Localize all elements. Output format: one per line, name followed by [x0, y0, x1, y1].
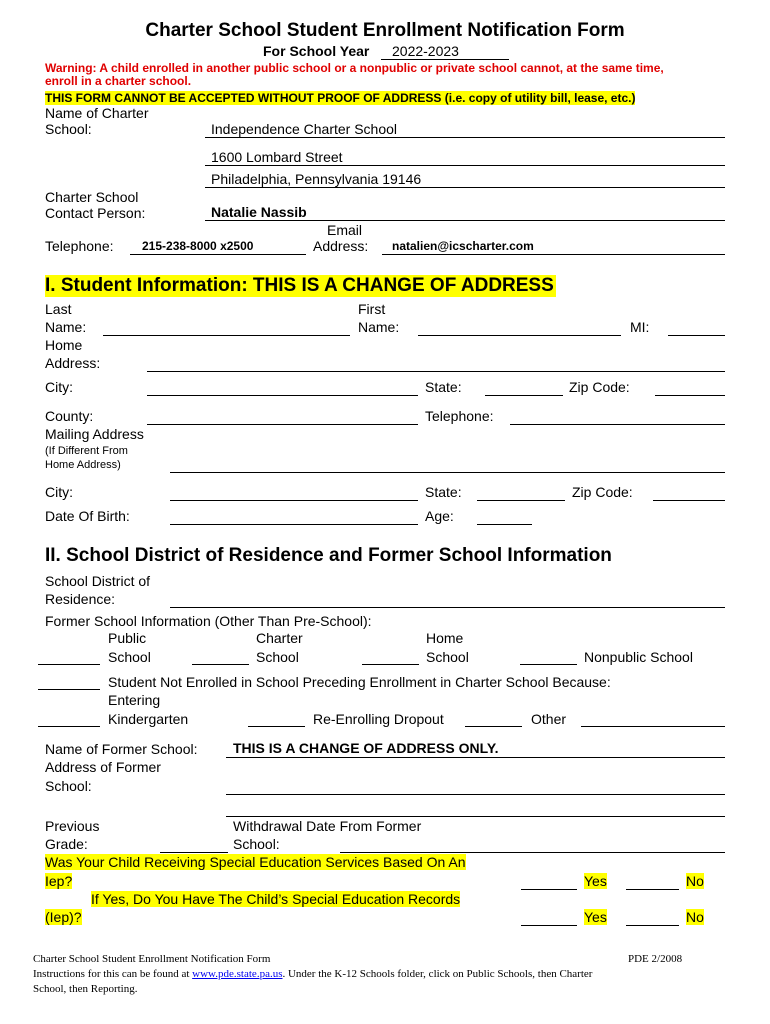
public-school-label-1: Public	[108, 630, 147, 646]
former-address-field-2[interactable]	[226, 816, 725, 817]
dob-field[interactable]	[170, 524, 418, 525]
zip-field[interactable]	[655, 395, 725, 396]
section-1-heading: I. Student Information: THIS IS A CHANGE OF ADDRESS	[45, 275, 554, 296]
former-address-label-1: Address of Former	[45, 759, 161, 775]
mailing-note-2: Home Address)	[45, 459, 121, 471]
reenrolling-checkbox[interactable]	[248, 726, 305, 727]
school-name-label-2: School:	[45, 121, 92, 137]
footer-instructions-pre: Instructions for this can be found at	[33, 968, 193, 980]
district-label-1: School District of	[45, 573, 151, 589]
former-school-name-value: THIS IS A CHANGE OF ADDRESS ONLY.	[233, 740, 499, 756]
zip2-field[interactable]	[653, 500, 725, 501]
withdrawal-label-2: School:	[233, 836, 280, 852]
home-address-field[interactable]	[147, 371, 725, 372]
other-label: Other	[531, 711, 567, 727]
district-field[interactable]	[170, 607, 725, 608]
school-year-label: For School Year	[263, 43, 370, 59]
contact-label-1: Charter School	[45, 189, 139, 205]
previous-grade-field[interactable]	[160, 852, 228, 853]
nonpublic-school-checkbox[interactable]	[520, 664, 577, 665]
sped-question-2: Iep?	[45, 873, 73, 889]
charter-school-label-2: School	[256, 649, 299, 665]
pde-website-link[interactable]: www.pde.state.pa.us	[192, 968, 283, 980]
first-name-label-2: Name:	[358, 319, 400, 335]
dob-label: Date Of Birth:	[45, 508, 130, 524]
school-address-2: Philadelphia, Pennsylvania 19146	[211, 171, 422, 187]
county-label: County:	[45, 408, 94, 424]
withdrawal-label-1: Withdrawal Date From Former	[233, 818, 422, 834]
age-field[interactable]	[477, 524, 532, 525]
records-yes-checkbox[interactable]	[521, 925, 577, 926]
telephone-value: 215-238-8000 x2500	[142, 239, 254, 253]
mi-label: MI:	[630, 319, 650, 335]
contact-label-2: Contact Person:	[45, 205, 146, 221]
last-name-field[interactable]	[103, 335, 350, 336]
mi-field[interactable]	[668, 335, 725, 336]
entering-label-1: Entering	[108, 692, 161, 708]
city2-label: City:	[45, 484, 73, 500]
warning-line-1: Warning: A child enrolled in another public school or a nonpublic or private school cannot, at the same time,	[45, 61, 664, 75]
sped-no-checkbox[interactable]	[626, 889, 679, 890]
home-school-label-1: Home	[426, 630, 464, 646]
last-name-label-1: Last	[45, 301, 72, 317]
charter-school-checkbox[interactable]	[192, 664, 249, 665]
section-2-heading: II. School District of Residence and Former School Information	[45, 545, 612, 566]
records-no-checkbox[interactable]	[626, 925, 679, 926]
kindergarten-checkbox[interactable]	[38, 726, 100, 727]
other-field[interactable]	[581, 726, 725, 727]
former-address-field-1[interactable]	[226, 794, 725, 795]
records-question-1: If Yes, Do You Have The Child’s Special Education Records	[91, 891, 461, 907]
sped-question-1: Was Your Child Receiving Special Education Services Based On An	[45, 854, 466, 870]
home-address-label-1: Home	[45, 337, 83, 353]
withdrawal-date-field[interactable]	[340, 852, 725, 853]
former-info-label: Former School Information (Other Than Pre-School):	[45, 613, 372, 629]
not-enrolled-label: Student Not Enrolled in School Preceding Enrollment in Charter School Because:	[108, 674, 611, 690]
email-label-1: Email	[327, 222, 363, 238]
contact-value: Natalie Nassib	[211, 204, 307, 220]
mailing-address-field[interactable]	[170, 472, 725, 473]
email-line	[382, 254, 725, 255]
telephone-label: Telephone:	[45, 238, 114, 254]
form-title: Charter School Student Enrollment Notification Form	[145, 20, 625, 41]
city-label: City:	[45, 379, 73, 395]
state2-label: State:	[425, 484, 462, 500]
public-school-checkbox[interactable]	[38, 664, 100, 665]
contact-line	[205, 220, 725, 221]
age-label: Age:	[425, 508, 454, 524]
county-field[interactable]	[147, 424, 418, 425]
not-enrolled-checkbox[interactable]	[38, 689, 100, 690]
previous-grade-label-2: Grade:	[45, 836, 88, 852]
records-no-label: No	[686, 909, 704, 925]
former-address-label-2: School:	[45, 778, 92, 794]
city2-field[interactable]	[170, 500, 418, 501]
former-school-name-label: Name of Former School:	[45, 741, 198, 757]
first-name-field[interactable]	[418, 335, 621, 336]
reenrolling-label: Re-Enrolling Dropout	[313, 711, 444, 727]
school-name-value: Independence Charter School	[211, 121, 398, 137]
public-school-label-2: School	[108, 649, 151, 665]
city-field[interactable]	[147, 395, 418, 396]
school-name-line	[205, 137, 725, 138]
school-address-2-line	[205, 187, 725, 188]
state2-field[interactable]	[477, 500, 565, 501]
footer-instructions-line-2: School, then Reporting.	[33, 983, 138, 995]
mailing-address-label: Mailing Address	[45, 426, 144, 442]
telephone-line	[130, 254, 306, 255]
student-telephone-field[interactable]	[510, 424, 725, 425]
entering-label-2: Kindergarten	[108, 711, 189, 727]
other-checkbox[interactable]	[465, 726, 522, 727]
footer-instructions-post: . Under the K-12 Schools folder, click on Public Schools, then Charter	[282, 968, 593, 980]
state-field[interactable]	[485, 395, 563, 396]
zip2-label: Zip Code:	[572, 484, 633, 500]
school-year-line	[381, 59, 509, 60]
footer-instructions	[33, 968, 592, 980]
nonpublic-school-label: Nonpublic School	[584, 649, 693, 665]
first-name-label-1: First	[358, 301, 386, 317]
charter-school-label-1: Charter	[256, 630, 303, 646]
footer-form-code: PDE 2/2008	[628, 953, 683, 965]
student-telephone-label: Telephone:	[425, 408, 494, 424]
proof-notice: THIS FORM CANNOT BE ACCEPTED WITHOUT PROOF OF ADDRESS (i.e. copy of utility bill, lease, etc.)	[45, 91, 636, 105]
sped-no-label: No	[686, 873, 704, 889]
warning-line-2: enroll in a charter school.	[45, 74, 192, 88]
home-school-checkbox[interactable]	[362, 664, 419, 665]
sped-yes-checkbox[interactable]	[521, 889, 577, 890]
zip-label: Zip Code:	[569, 379, 630, 395]
home-school-label-2: School	[426, 649, 469, 665]
school-year-value: 2022-2023	[392, 43, 459, 59]
email-label-2: Address:	[313, 238, 369, 254]
school-address-1: 1600 Lombard Street	[211, 149, 343, 165]
footer-form-name: Charter School Student Enrollment Notification Form	[33, 953, 271, 965]
records-question-2: (Iep)?	[45, 909, 82, 925]
sped-yes-label: Yes	[584, 873, 607, 889]
school-address-1-line	[205, 165, 725, 166]
school-name-label-1: Name of Charter	[45, 105, 149, 121]
last-name-label-2: Name:	[45, 319, 87, 335]
email-value: natalien@icscharter.com	[392, 239, 534, 253]
previous-grade-label-1: Previous	[45, 818, 100, 834]
records-yes-label: Yes	[584, 909, 607, 925]
district-label-2: Residence:	[45, 591, 116, 607]
former-school-name-line	[226, 757, 725, 758]
mailing-note-1: (If Different From	[45, 445, 128, 457]
home-address-label-2: Address:	[45, 355, 101, 371]
state-label: State:	[425, 379, 462, 395]
